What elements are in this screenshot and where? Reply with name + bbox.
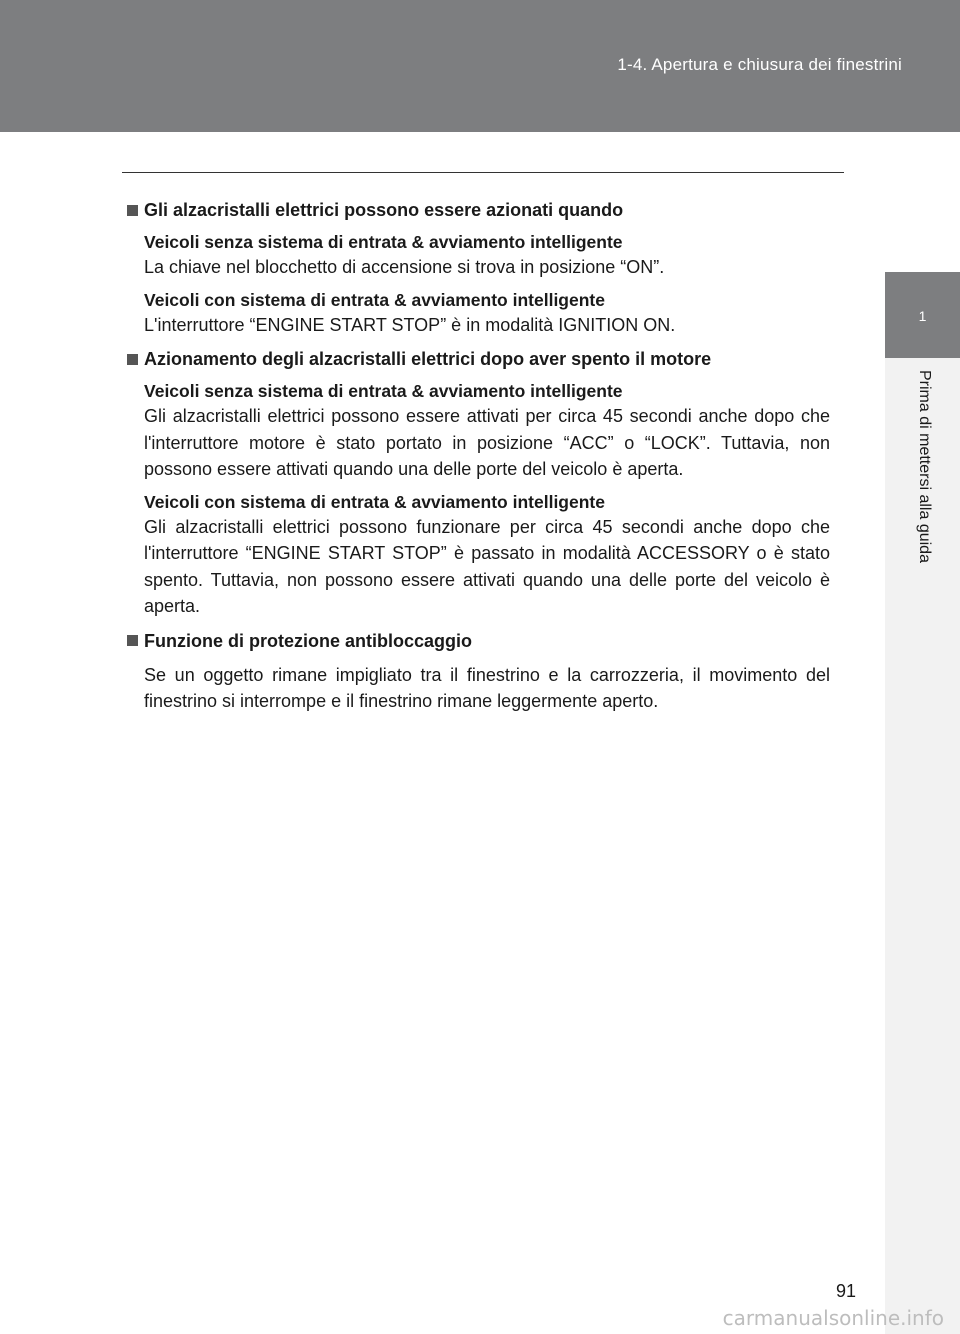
block-text: L'interruttore “ENGINE START STOP” è in modalità IGNITION ON. bbox=[144, 314, 676, 335]
content-block bbox=[127, 491, 830, 620]
section-title-text: Funzione di protezione antibloccaggio bbox=[144, 630, 472, 651]
block-subhead: Veicoli con sistema di entrata & avviamento intelligente bbox=[144, 289, 605, 310]
block-subhead: Veicoli senza sistema di entrata & avviamento intelligente bbox=[144, 381, 623, 401]
chapter-label: Prima di mettersi alla guida bbox=[916, 370, 933, 563]
content-block bbox=[127, 662, 830, 715]
square-bullet-icon bbox=[127, 354, 138, 365]
section-title bbox=[127, 197, 830, 223]
content-block bbox=[127, 289, 830, 339]
block-text: Gli alzacristalli elettrici possono funzionare per circa 45 secondi anche dopo che l'interruttore “ENGINE START STOP” è passato in modalità ACCESSORY o è stato spento. Tuttavia, non possono essere attivati quando una delle porte del veicolo è aperta. bbox=[144, 516, 830, 616]
content-block bbox=[127, 231, 830, 281]
square-bullet-icon bbox=[127, 205, 138, 216]
block-text: La chiave nel blocchetto di accensione si trova in posizione “ON”. bbox=[144, 257, 665, 277]
section-title-text: Azionamento degli alzacristalli elettrici dopo aver spento il motore bbox=[144, 349, 712, 369]
page-content bbox=[127, 197, 830, 723]
square-bullet-icon bbox=[127, 635, 138, 646]
header-title: 1-4. Apertura e chiusura dei finestrini bbox=[617, 55, 902, 74]
section-title bbox=[127, 346, 830, 372]
chapter-number: 1 bbox=[918, 308, 927, 324]
content-block bbox=[127, 380, 830, 483]
section-jam-protection bbox=[127, 628, 830, 715]
block-text: Se un oggetto rimane impigliato tra il finestrino e la carrozzeria, il movimento del finestrino si interrompe e il finestrino rimane leggermente aperto. bbox=[144, 664, 830, 711]
page-number: 91 bbox=[836, 1281, 857, 1301]
section-divider bbox=[122, 172, 844, 173]
side-tab bbox=[885, 272, 960, 358]
watermark: carmanualsonline.info bbox=[722, 1306, 944, 1330]
block-subhead: Veicoli con sistema di entrata & avviamento intelligente bbox=[144, 491, 605, 512]
header-band bbox=[0, 0, 960, 132]
section-after-engine-off bbox=[127, 346, 830, 620]
section-title bbox=[127, 628, 830, 654]
block-text: Gli alzacristalli elettrici possono essere attivati per circa 45 secondi anche dopo che l'interruttore motore è stato portato in posizione “ACC” o “LOCK”. Tuttavia, non possono essere attivati quando una delle porte del veicolo è aperta. bbox=[144, 406, 830, 479]
section-title-text: Gli alzacristalli elettrici possono essere azionati quando bbox=[144, 200, 624, 220]
section-when-operable bbox=[127, 197, 830, 338]
block-subhead: Veicoli senza sistema di entrata & avviamento intelligente bbox=[144, 232, 623, 252]
